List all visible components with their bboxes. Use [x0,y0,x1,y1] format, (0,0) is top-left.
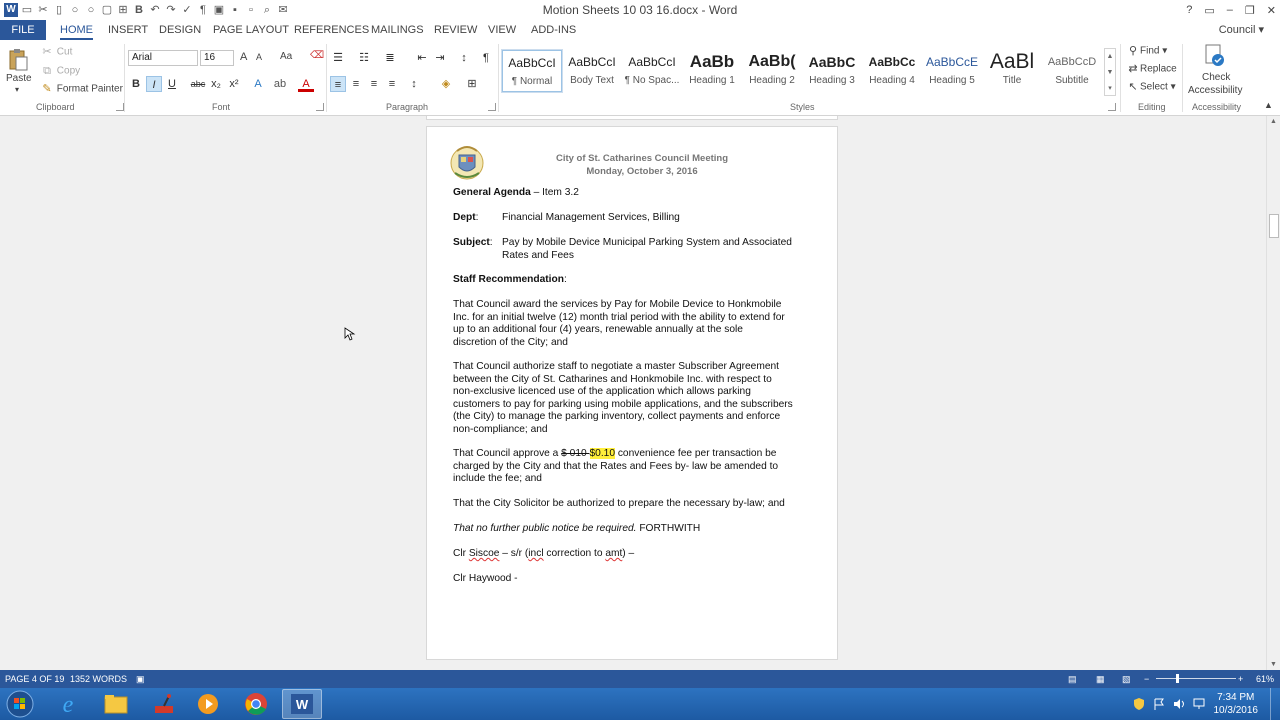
tab-references[interactable]: REFERENCES [294,24,370,36]
network-tray-icon[interactable] [1192,697,1206,711]
paste-icon[interactable] [6,48,30,72]
align-left-icon[interactable]: ≡ [330,76,346,92]
style-name: ¶ Normal [511,76,553,87]
help-icon[interactable]: ? [1186,4,1193,16]
p6-end: ) – [622,548,635,559]
email-icon[interactable]: ✉ [278,4,288,16]
tab-design[interactable]: DESIGN [159,24,202,36]
increase-indent-icon[interactable]: ⇥ [435,52,445,64]
more-styles-icon[interactable]: ▾ [1108,85,1112,92]
copy-icon: ⧉ [43,65,51,77]
underline-button[interactable]: U [168,78,176,90]
toolbar-icon[interactable]: ▢ [101,4,113,16]
font-name-combo[interactable]: Arial [128,50,198,66]
tab-insert[interactable]: INSERT [108,24,149,36]
align-center-icon[interactable]: ≡ [352,78,360,90]
style-name: Heading 1 [689,75,735,86]
select-button[interactable]: ↖ Select ▾ [1126,80,1176,94]
highlighted-amount: $0.10 [589,448,615,459]
save-icon[interactable]: ▪ [233,4,237,16]
agenda-item: – Item 3.2 [530,187,579,198]
shading-icon[interactable]: ◈ [441,78,451,90]
scroll-up-icon[interactable]: ▲ [1106,53,1114,60]
style-heading-1[interactable] [682,50,742,92]
collapse-ribbon-icon[interactable]: ▲ [1264,100,1273,110]
style-name: ¶ No Spac... [624,75,680,86]
italic-button[interactable]: I [146,76,162,92]
check-label[interactable]: Check [1202,72,1231,83]
paragraph-launcher-icon[interactable] [488,103,496,111]
style-body-text[interactable] [562,50,622,92]
zoom-in-button[interactable]: + [1238,674,1244,684]
mouse-pointer-icon [344,327,356,341]
replace-button[interactable] [1126,62,1177,76]
style-preview: AaBbCcI [508,56,556,70]
replace-icon: ⇄ [1128,63,1138,75]
p6-prefix: Clr [453,548,469,559]
meeting-date: Monday, October 3, 2016 [586,166,698,177]
scroll-up-arrow-icon[interactable]: ▲ [1270,118,1277,125]
group-label-paragraph: Paragraph [386,102,429,112]
scissors-icon: ✂ [42,46,52,58]
redo-icon[interactable]: ↷ [166,4,176,16]
staff-colon: : [563,274,567,285]
misspelled-amt: amt [605,548,623,559]
style-name: Heading 5 [929,75,975,86]
justify-icon[interactable]: ≡ [388,78,396,90]
grow-font-button[interactable]: A [240,51,248,63]
brush-icon: ✎ [42,83,52,95]
find-button[interactable]: ⚲ Find ▾ [1126,44,1167,58]
tab-page-layout[interactable]: PAGE LAYOUT [213,24,290,36]
p3-line-3: include the fee; and [453,473,542,484]
style-normal[interactable] [502,50,562,92]
subscript-button[interactable]: x₂ [211,78,221,90]
bold-quick-icon[interactable]: B [135,4,143,16]
tab-home[interactable]: HOME [60,20,93,40]
scroll-thumb[interactable] [1269,214,1279,238]
dept-label-text: Dept [453,212,476,223]
style-preview: AaBb( [748,53,796,70]
table-icon[interactable]: ⊞ [118,4,128,16]
vertical-scrollbar[interactable] [1266,116,1280,670]
show-marks-icon[interactable]: ¶ [483,52,489,64]
cut-label: Cut [56,46,73,58]
print-preview-icon[interactable]: ▣ [213,4,225,16]
ribbon [0,40,1280,116]
new-document-icon[interactable]: ▯ [55,4,63,16]
group-label-clipboard: Clipboard [36,102,75,112]
paste-dropdown-icon[interactable]: ▾ [15,85,20,94]
city-crest-logo [449,143,485,181]
p3-line-1 [453,448,778,461]
paragraph-mark-icon[interactable]: ¶ [200,4,206,16]
find-icon[interactable]: ⌕ [263,4,271,16]
web-layout-icon[interactable]: ▧ [1122,674,1131,684]
account-menu[interactable]: Council ▾ [1218,24,1264,36]
group-label-accessibility: Accessibility [1192,102,1242,112]
tab-file[interactable]: FILE [0,20,46,40]
ribbon-display-icon[interactable]: ▭ [1204,4,1215,17]
p2-line: customers to pay for parking using mobile applications, and the subscribers [453,398,793,410]
read-mode-icon[interactable]: ▤ [1068,674,1077,684]
style-title[interactable] [982,50,1042,92]
style-preview: AaBbCcI [628,55,676,69]
spelling-check-icon[interactable]: ✓ [182,4,192,16]
p2-line: non-exclusive licenced use of the application which allows parking [453,386,751,397]
style-preview: AaBbCc [868,55,916,69]
subject-label [453,237,493,250]
agenda-label: General Agenda [453,187,531,198]
p6-mid2: correction to [543,548,606,559]
select-label: Select [1140,81,1168,93]
strikethrough-button[interactable]: abc [190,79,206,89]
staff-label: Staff Recommendation [453,274,564,285]
agenda-line [453,187,579,200]
style-name: Heading 2 [749,75,795,86]
subject-colon: : [489,237,493,248]
p2-line: between the City of St. Catharines and Honkmobile Inc. with respect to [453,373,772,385]
format-painter-label: Format Painter [56,83,123,95]
word-app-icon[interactable]: W [4,3,18,17]
style-preview: AaBbCcD [1047,56,1097,68]
p2-line: non-compliance; and [453,423,548,435]
media-player-icon[interactable] [188,689,228,719]
binoculars-icon: ⚲ [1128,45,1138,57]
line-spacing-icon[interactable]: ↕ [411,78,417,90]
p2-line: (the City) to manage the parking inventory, collect payments and enforce [453,411,781,422]
dept-value: Financial Management Services, Billing [502,212,680,223]
show-desktop-button[interactable] [1270,688,1280,720]
meeting-title: City of St. Catharines Council Meeting [555,153,729,164]
numbering-icon[interactable]: ☷ [359,52,369,64]
open-folder-icon[interactable]: ▭ [21,4,33,16]
style-heading-2[interactable] [742,50,802,92]
paragraph-3 [453,448,778,486]
proofing-icon[interactable]: ▣ [136,674,145,684]
shield-tray-icon[interactable] [1132,697,1146,711]
accessibility-label[interactable]: Accessibility [1188,85,1243,96]
bold-button[interactable]: B [132,78,140,90]
p3-suffix: convenience fee per transaction be [615,448,777,459]
save-as-icon[interactable]: ▫ [249,4,253,16]
ribbon-tabs [0,20,1280,40]
window-title: Motion Sheets 10 03 16.docx - Word [542,3,738,17]
paragraph-5 [453,523,700,536]
paragraph-1 [453,299,785,349]
dept-label [453,212,478,225]
document-workspace[interactable] [0,116,1266,670]
zoom-slider[interactable] [1156,678,1236,679]
style-subtitle[interactable] [1042,50,1102,92]
zoom-out-button[interactable]: − [1144,674,1150,684]
windows-taskbar [0,688,1280,720]
clipboard-launcher-icon[interactable] [116,103,124,111]
change-case-button[interactable]: Aa [280,51,293,62]
tab-add-ins[interactable]: ADD-INS [531,24,577,36]
staff-recommendation-heading [453,274,567,287]
start-button[interactable] [0,689,40,719]
p5-italic: That no further public notice be required. [453,523,637,534]
volume-tray-icon[interactable] [1172,697,1186,711]
undo-icon[interactable]: ↶ [150,4,160,16]
superscript-button[interactable]: x² [229,78,239,90]
scroll-down-icon[interactable]: ▼ [1106,69,1114,76]
clock-time: 7:34 PM [1217,692,1255,703]
p5-rest: FORTHWITH [636,523,701,534]
font-color-icon[interactable]: A [298,76,314,92]
group-label-font: Font [212,102,231,112]
internet-explorer-icon[interactable] [48,689,88,719]
sort-icon[interactable]: ↕ [461,52,467,64]
styles-launcher-icon[interactable] [1108,103,1116,111]
style-heading-5[interactable] [922,50,982,92]
dept-colon: : [475,212,479,223]
zoom-level[interactable]: 61% [1256,674,1275,684]
paragraph-7: Clr Haywood - [453,573,518,584]
select-arrow-icon: ↖ [1128,81,1138,93]
misspelled-name: Siscoe [468,548,500,559]
style-preview: AaBbC [808,54,856,70]
clear-formatting-icon[interactable]: ⌫ [310,50,325,61]
highlight-color-icon[interactable]: ab [273,78,287,90]
p2-line: That Council authorize staff to negotiate a master Subscriber Agreement [453,361,779,372]
style-name: Body Text [570,75,614,86]
previous-page-bottom [426,116,838,120]
paragraph-4: That the City Solicitor be authorized to prepare the necessary by-law; and [453,498,785,509]
word-taskbar-icon[interactable] [282,689,322,719]
subject-line-1: Pay by Mobile Device Municipal Parking System and Associated [502,237,792,248]
restore-button[interactable]: ❐ [1244,4,1255,17]
cut-button[interactable] [40,45,72,59]
circle-icon-2[interactable]: ○ [87,4,95,16]
bullets-icon[interactable]: ☰ [333,52,343,64]
svg-text:e: e [62,692,74,717]
print-layout-icon[interactable]: ▦ [1096,674,1105,684]
tab-review[interactable]: REVIEW [434,24,478,36]
zoom-slider-thumb[interactable] [1176,674,1179,683]
borders-icon[interactable]: ⊞ [467,78,477,90]
style-heading-4[interactable] [862,50,922,92]
p1-line: That Council award the services by Pay for Mobile Device to Honkmobile [453,299,782,310]
scroll-down-arrow-icon[interactable]: ▼ [1270,661,1277,668]
p6-mid: – s/r ( [499,548,529,559]
find-label: Find [1140,45,1160,57]
file-explorer-icon[interactable] [96,689,136,719]
clock-date: 10/3/2016 [1213,705,1258,716]
circle-icon[interactable]: ○ [71,4,79,16]
style-name: Subtitle [1055,75,1089,86]
p3-line-2: charged by the City and that the Rates and Fees by- law be amended to [453,460,779,472]
paragraph-6 [453,548,634,561]
style-name: Heading 3 [809,75,855,86]
paste-button[interactable]: Paste [6,73,32,84]
p1-line: Inc. for an initial twelve (12) month trial period with the ability to extend for [453,311,785,323]
page-count[interactable]: PAGE 4 OF 19 [5,674,65,684]
p1-line: up to an additional four (4) years, renewable annually at the sole [453,324,743,335]
document-page[interactable] [426,126,838,660]
p3-prefix: That Council approve a [453,448,562,459]
svg-text:W: W [295,697,309,712]
style-no-spacing[interactable] [622,50,682,92]
style-name: Heading 4 [869,75,915,86]
title-bar [0,0,1280,20]
status-bar [0,670,1280,688]
text-effects-icon[interactable]: A [254,78,262,90]
align-right-icon[interactable]: ≡ [370,78,378,90]
font-launcher-icon[interactable] [316,103,324,111]
windows-logo-icon [6,690,34,718]
check-accessibility-icon[interactable] [1204,44,1226,71]
style-preview: AaBl [989,50,1035,73]
cut-icon[interactable]: ✂ [38,4,48,16]
style-preview: AaBb [689,52,735,71]
p1-line: discretion of the City; and [453,336,568,348]
style-preview: AaBbCcE [925,55,979,69]
system-clock[interactable] [1214,691,1259,717]
flag-tray-icon[interactable] [1152,697,1166,711]
group-label-styles: Styles [790,102,815,112]
font-size-combo[interactable]: 16 [200,50,234,66]
close-button[interactable]: ✕ [1266,4,1276,17]
group-label-editing: Editing [1138,102,1166,112]
tab-view[interactable]: VIEW [488,24,517,36]
tab-mailings[interactable]: MAILINGS [371,24,424,36]
style-name: Title [1002,75,1022,86]
multilevel-list-icon[interactable]: ≣ [385,52,395,64]
copy-button[interactable] [40,64,80,78]
struck-amount: $ 010 [561,448,590,459]
format-painter-button[interactable] [40,82,123,96]
style-heading-3[interactable] [802,50,862,92]
decrease-indent-icon[interactable]: ⇤ [417,52,427,64]
misspelled-incl: incl [528,548,544,559]
styles-gallery-scroll[interactable] [1104,48,1116,96]
minimize-button[interactable]: – [1226,4,1233,16]
shrink-font-button[interactable]: A [256,52,263,62]
recorder-app-icon[interactable] [144,689,184,719]
paragraph-2 [453,361,793,436]
subject-line-2: Rates and Fees [502,249,574,261]
word-count[interactable]: 1352 WORDS [70,674,128,684]
copy-label: Copy [56,65,81,77]
replace-label: Replace [1140,63,1177,75]
chrome-icon[interactable] [236,689,276,719]
style-preview: AaBbCcI [568,55,616,69]
subject-label-text: Subject [453,237,490,248]
